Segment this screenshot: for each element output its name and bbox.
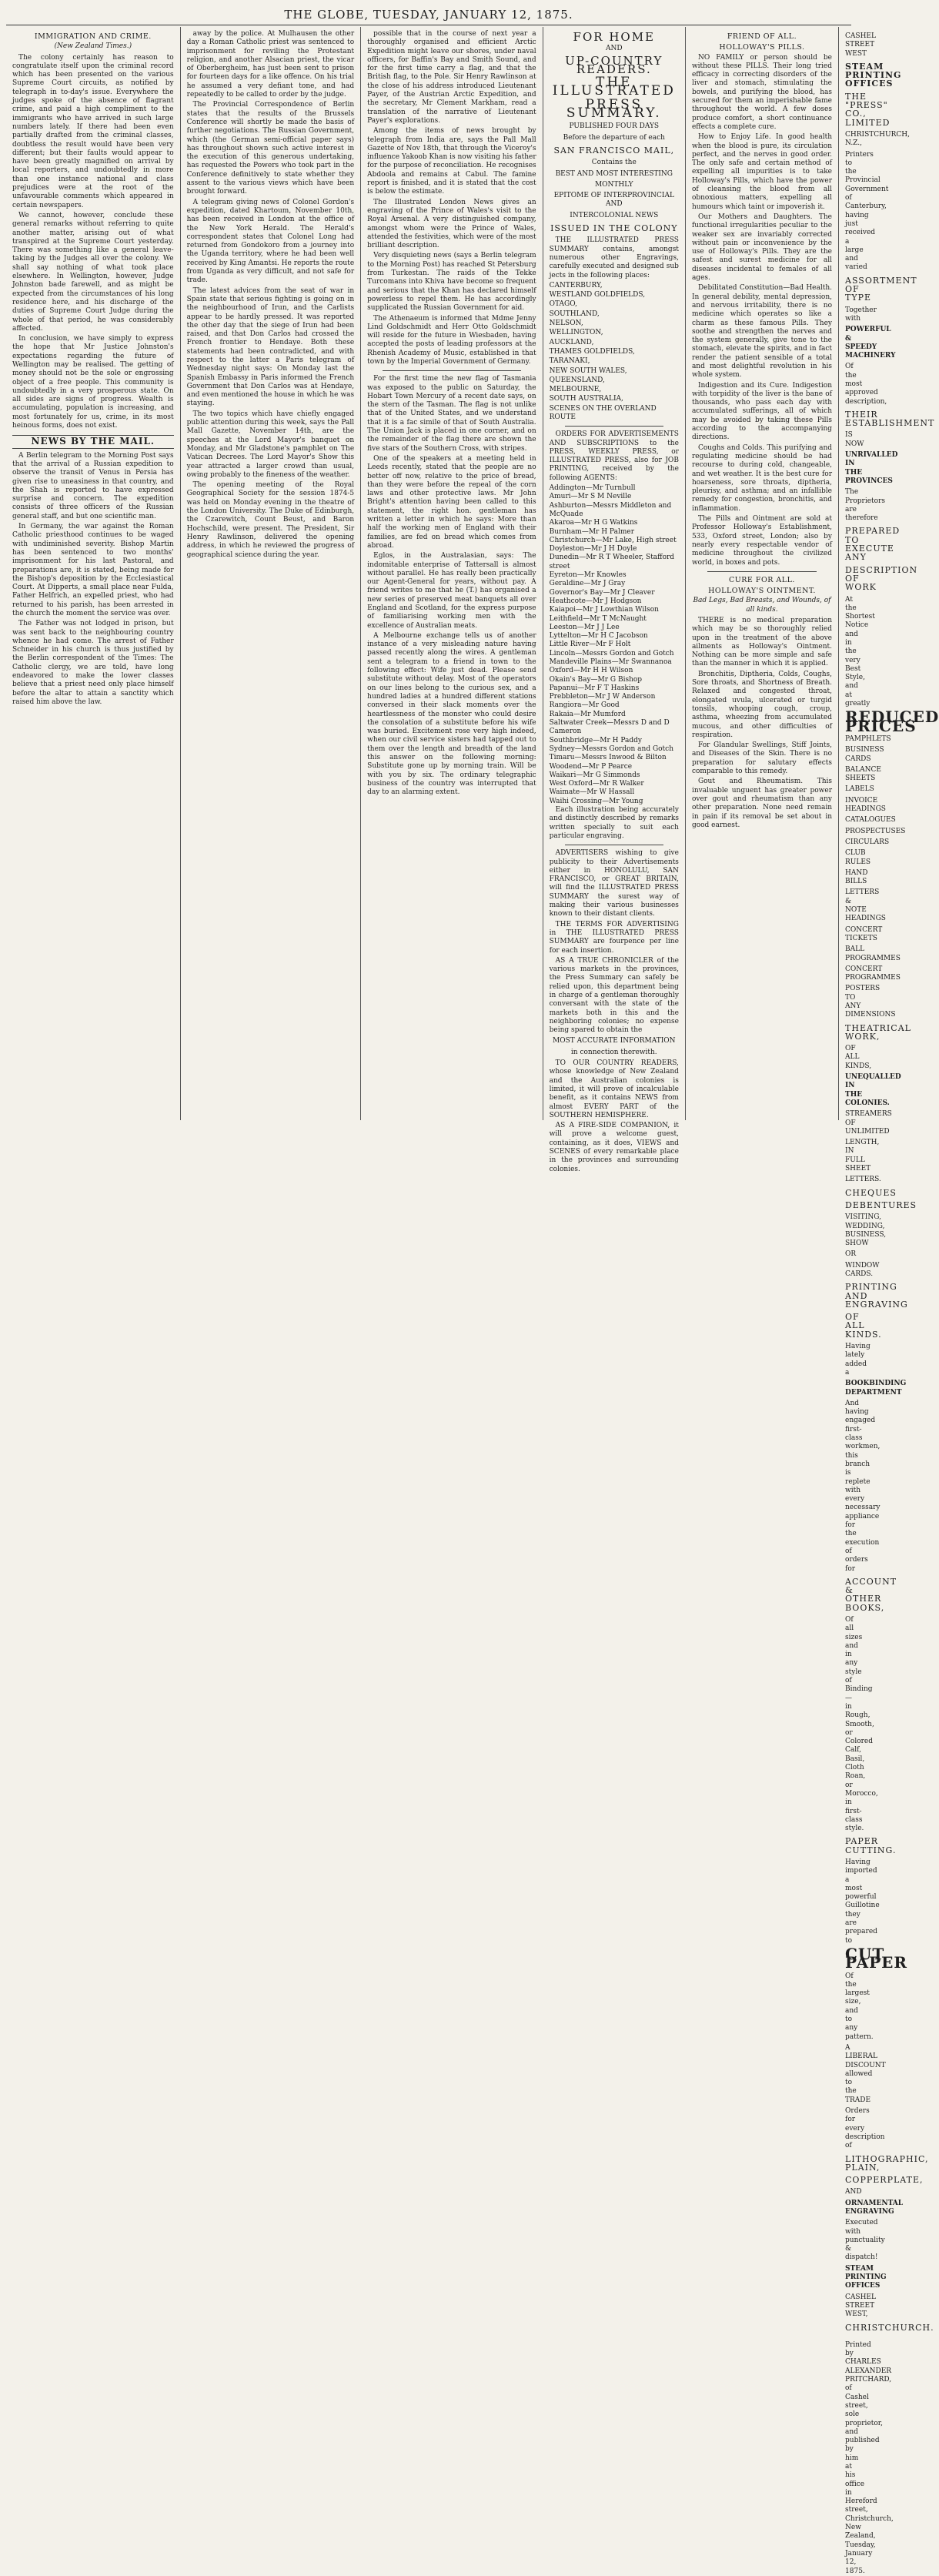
column-2: [181, 27, 362, 1120]
agent-item: Addington—Mr Turnbull: [549, 484, 636, 493]
agent-item: Amuri—Mr S M Neville: [549, 493, 632, 501]
title-illustrated: THE ILLUSTRATED: [552, 75, 676, 99]
column-6: CASHEL STREET WEST STEAM PRINTING OFFICES THE "PRESS" CO., LIMITED CHRISTCHURCH, N.Z., Printers to the Provincial Government of Canterbury, having just received a large and varied ASSORTMENT OF TYPE Together with POWERFUL & SPEEDY MACHINERY Of the most approved description, THEIR ESTABLISHMENT IS NOW UNRIVALLED IN THE PROVINCES The Proprietors are therefore PREPARED TO EXECUTE ANY DESCRIPTION OF WORK At the Shortest Notice and in the very Best Style, and at greatly REDUCED PRICES PAMPHLETS BUSINESS CARDS BALANCE SHEETS LABELS INVOICE HEADINGS CATALOGUES PROSPECTUSES CIRCULARS CLUB RULES HAND BILLS LETTERS & NOTE HEADINGS CONCERT TICKETS BALL PROGRAMMES CONCERT PROGRAMMES POSTERS TO ANY DIMENSIONS THEATRICAL WORK, OF ALL KINDS, UNEQUALLED IN THE COLONIES. STREAMERS OF UNLIMITED LENGTH, IN FULL SHEET LETTERS. CHEQUES DEBENTURES VISITING, WEDDING, BUSINESS, SHOW OR WINDOW CARDS. PRINTING AND ENGRAVING OF ALL KINDS. Having lately added a BOOKBINDING DEPARTMENT And having engaged first-class workmen, this branch is replete with every necessary appliance for the execution of orders for ACCOUNT & OTHER BOOKS, Of all sizes and in any style of Binding—in Rough, Smooth, or Colored Calf, Basil, Cloth Roan, or Morocco, in first-class style. PAPER CUTTING. Having imported a most powerful Guillotine they are prepared to CUT PAPER Of the largest size, and to any pattern. A LIBERAL DISCOUNT allowed to the TRADE Orders for every description of LITHOGRAPHIC, PLAIN, COPPERPLATE, AND ORNAMENTAL ENGRAVING Executed with punctuality & dispatch! STEAM PRINTING OFFICES CASHEL STREET WEST, CHRISTCHURCH. Printed by CHARLES ALEXANDER PRITCHARD, of Cashel street, sole proprietor, and published by him at his office in Hereford street, Christchurch, New Zealand, Tuesday, January 12, 1875.: [845, 32, 939, 2575]
best-line: BEST AND MOST INTERESTING: [555, 169, 673, 178]
place-item: WESTLAND GOLDFIELDS,: [549, 291, 646, 299]
agent-item: Kaiapoi—Mr J Lowthian Wilson: [549, 606, 659, 614]
paragraph: The opening meeting of the Royal Geographical Society for the session 1874-5 was held on Monday evening in the theatre of the London University. The Duke of Edinburgh, the Czarewitch, Count Beust, and Baron Hochschild, were present. The President, Sir Henry Rawlinson, delivered the opening address, in which he reviewed the progress of geographical science during the year.: [186, 481, 355, 559]
agent-item: Heathcote—Mr J Hodgson: [549, 597, 642, 605]
agent-item: Waihi Crossing—Mr Young: [549, 797, 643, 805]
agent-item: Governor's Bay—Mr J Cleaver: [549, 588, 655, 597]
paragraph: For Glandular Swellings, Stiff Joints, and Diseases of the Skin. There is no preparation for salutary effects comparable to this remedy.: [691, 741, 833, 776]
paragraph: away by the police. At Mulhausen the other day a Roman Catholic priest was sentenced to imprisonment for reviling the Protestant religion, and another Alsacian priest, the vicar of Oberbergheim, has just been sent to prison for fourteen days for a like offence. On his trial he assumed a very defiant tone, and had repeatedly to be called to order by the judge.: [186, 30, 355, 99]
accurate-line: MOST ACCURATE INFORMATION: [553, 1037, 676, 1045]
paragraph: AS A FIRE-SIDE COMPANION, it will prove a welcome guest, containing, as it does, VIEWS and SCENES of every remarkable place in the provinces and surrounding colonies.: [549, 1122, 679, 1173]
paragraph: THE TERMS FOR ADVERTISING in THE ILLUSTRATED PRESS SUMMARY are fourpence per line for each insertion.: [549, 920, 679, 955]
masthead: THE GLOBE, TUESDAY, JANUARY 12, 1875.: [6, 0, 851, 25]
agent-item: Okain's Bay—Mr G Bishop: [549, 675, 643, 684]
paragraph: Debilitated Constitution—Bad Health. In general debility, mental depression, and nervous irritability, there is no medicine which operates so like a charm as these famous Pills. They soothe and strengthen the nerves and the system generally, give tone to the stomach, elevate the spirits, and in fact render the patient sensible of a total and most delightful revolution in his whole system.: [691, 284, 833, 380]
agent-item: Ashburton—Messrs Middleton and McQuade: [549, 501, 672, 518]
place-item: THAMES GOLDFIELDS,: [549, 347, 635, 356]
paragraph: How to Enjoy Life. In good health when the blood is pure, its circulation perfect, and the nerves in good order. The only safe and certain method of expelling all impurities is to take Holloway's Pills, which have the power of cleansing the blood from all obnoxious matters, expelling all humours which taint or impoverish it.: [691, 133, 833, 211]
article-source: (New Zealand Times.): [54, 42, 132, 51]
heading-and: AND: [605, 45, 623, 53]
agent-item: Papanui—Mr F T Haskins: [549, 684, 640, 692]
ointment-subheading: Bad Legs, Bad Breasts, and Wounds, of all kinds.: [693, 597, 831, 614]
published-line: PUBLISHED FOUR DAYS: [569, 122, 660, 131]
paragraph: The two topics which have chiefly engaged public attention during this week, says the Pall Mall Gazette, November 14th, are the speeches at the Lord Mayor's banquet on Monday, and Mr Gladstone's pamphlet on The Vatican Decrees. The Lord Mayor's Show this year attracted a larger crowd than usual, owing probably to the fineness of the weather.: [186, 410, 355, 479]
paragraph: The colony certainly has reason to congratulate itself upon the criminal record which has been presented on the various Supreme Court circuits, as notified by telegraph in to-day's issue. Everywhere the judges spoke of the absence of flagrant crime, and paid a high compliment to the immigrants who have arrived in such large numbers lately. If there had been even partially drafted from the criminal classes, doubtless the result would have been very different; but their faults would appear to have been greatly magnified on arrival by local reporters, and undoubtedly in more than one instance national and class prejudices were at the root of the unfavourable comments which appeared in certain newspapers.: [12, 53, 174, 209]
paragraph: Coughs and Colds. This purifying and regulating medicine should be had recourse to during cold, changeable, and wet weather. It is the best cure for hoarseness, sore throats, diptheria, pleurisy, and asthma; and an infallible remedy for congestion, bronchitis, and inflammation.: [691, 443, 833, 513]
paragraph: THE ILLUSTRATED PRESS SUMMARY contains, amongst numerous other Engravings, carefully executed and designed sub jects in the following places:: [549, 236, 679, 279]
paragraph: Each illustration being accurately and distinctly described by remarks written specially to suit each particular engraving.: [549, 806, 679, 840]
paragraph: We cannot, however, conclude these general remarks without referring to quite another matter, arising out of what transpired at the Supreme Court yesterday. There was something like a general leave-taking by the Judges all over the colony. We shall say nothing of what took place elsewhere. In Wellington, however, Judge Johnston bade farewell, and as might be expected from the circumstances of his long residence here, and his discharge of the duties of Supreme Court Judge during the whole of that period, he was considerably affected.: [12, 211, 174, 333]
paragraph: Indigestion and its Cure. Indigestion with torpidity of the liver is the bane of thousands, who pass each day with accumulated sufferings, all of which may be avoided by taking these Pills according to the accompanying directions.: [691, 381, 833, 442]
columns: [6, 27, 939, 2575]
heading-for-home: FOR HOME: [573, 30, 656, 44]
cure-heading: CURE FOR ALL.: [729, 575, 795, 584]
paragraph: For the first time the new flag of Tasmania was exposed to the public on Saturday, the Hobart Town Mercury of a recent date says, on the stern of the Tasman. The flag is not unlike that of the United States, and we understand that it is a fac simile of that of South Australia. The Union Jack is placed in one corner, and on the remainder of the flag there are shown the five stars of the Southern Cross, with stripes.: [367, 375, 536, 453]
agent-item: Lincoln—Messrs Gordon and Gotch: [549, 649, 674, 657]
intercolonial-line: INTERCOLONIAL NEWS: [570, 211, 659, 219]
paragraph: Bronchitis, Diptheria, Colds, Coughs, Sore throats, and Shortness of Breath. Relaxed and congested throat, elongated uvula, ulcerated or turgid tonsils, whooping cough, croup, asthma, wheezing from accumulated mucous, and other difficulties of respiration.: [691, 670, 833, 739]
place-item: OTAGO,: [549, 300, 577, 309]
agent-item: Oxford—Mr H H Wilson: [549, 667, 633, 675]
paragraph: The Father was not lodged in prison, but was sent back to the neighbouring country whence he had come. The arrest of Father Schneider in his church is thus justified by the Berlin correspondent of the Times: The Catholic clergy, we are told, have long endeavored to make the lower classes believe that a priest need only place himself before the altar to attain a sanctity which raised him above the law.: [12, 620, 174, 706]
paragraph: Eglos, in the Australasian, says: The indomitable enterprise of Tattersall is almost without parallel. He has really been practically our Agent-General for years, without pay. A friend writes to me that he (T.) has organised a new series of preserved meat banquets all over England and Scotland, for the express purpose of familiarising working men with the excellence of Australian meats.: [367, 552, 536, 630]
column-1: [6, 27, 181, 1120]
paragraph: possible that in the course of next year a thoroughly organised and efficient Arctic Expedition might leave our shores, under naval officers, for Baffin's Bay and Smith Sound, and for the first time carry a flag, and that the British flag, to the Pole. Sir Henry Rawlinson at the close of his address introduced Lieutenant Payer, of the Austrian Arctic Expedition, and the secretary, Mr Clement Markham, read a translation of the narrative of Lieutenant Payer's explorations.: [367, 30, 536, 125]
paragraph: TO OUR COUNTRY READERS, whose knowledge of New Zealand and the Australian colonies is limited, it will prove of incalculable benefit, as it contains NEWS from almost EVERY PART of the SOUTHERN HEMISPHERE.: [549, 1059, 679, 1119]
paragraph: THERE is no medical preparation which may be so thoroughly relied upon in the treatment of the above ailments as Holloway's Ointment. Nothing can be more simple and safe than the manner in which it is applied.: [691, 617, 833, 668]
heading-up-country: UP-COUNTRY READERS.: [565, 53, 663, 76]
place-item: AUCKLAND,: [549, 338, 594, 346]
paragraph: In conclusion, we have simply to express the hope that Mr Justice Johnston's expectations regarding the future of Wellington may be realised. The getting of money should not be the sole or engrossing object of a free people. This community is undoubtedly in a very prosperous state. On all sides are signs of progress. Wealth is accumulating, population is increasing, and most fortunately for us, crime, in its most heinous forms, does not exist.: [12, 335, 174, 430]
agent-item: Woodend—Mr P Pearce: [549, 762, 633, 771]
agent-item: Little River—Mr F Holt: [549, 641, 631, 649]
place-item: CANTERBURY,: [549, 281, 603, 289]
divider: [707, 571, 817, 572]
contains-line: Contains the: [591, 159, 637, 167]
paragraph: In Germany, the war against the Roman Catholic priesthood continues to be waged with undiminished severity. Bishop Martin has been sentenced to two months' imprisonment for his last Pastoral, and preparations are, it is stated, being made for the Bishop's deposition by the Ecclesiastical Court. At Dipperts, a small place near Fulda, Father Helfrich, an expelled priest, who had returned to his parish, has been arrested in the church the moment the service was over.: [12, 523, 174, 617]
paragraph: NO FAMILY or person should be without these PILLS. Their long tried efficacy in correcting disorders of the liver and stomach, stimulating the bowels, and purifying the blood, has secured for them an imperishable fame throughout the world. A few doses produce comfort, a short continuance effects a complete cure.: [691, 53, 833, 131]
agent-item: Waikari—Mr G Simmonds: [549, 771, 640, 779]
agent-item: Timaru—Messrs Inwood & Bilton: [549, 754, 667, 762]
paragraph: ORDERS FOR ADVERTISEMENTS AND SUBSCRIPTIONS to the PRESS, WEEKLY PRESS, or ILLUSTRATED PRESS, also for JOB PRINTING, received by the following AGENTS:: [549, 430, 679, 482]
paragraph: One of the speakers at a meeting held in Leeds recently, stated that the people are no better off now, relative to the price of bread, than they were before the repeal of the corn laws and other protective laws. Mr John Bright's attention having been called to this statement, the right hon. gentleman has written a letter in which he says: More than half the working men of England with their families, are fed on bread which comes from abroad.: [367, 454, 536, 550]
agent-item: Rakaia—Mr Mumford: [549, 710, 626, 718]
monthly-line: MONTHLY: [594, 180, 633, 189]
agent-item: Dunedin—Mr R T Wheeler, Stafford street: [549, 554, 675, 570]
place-item: QUEENSLAND,: [549, 376, 605, 384]
agent-item: Leithfield—Mr T McNaught: [549, 614, 647, 623]
paragraph: Very disquieting news (says a Berlin telegram to the Morning Post) has reached St Petersburg from Turkestan. The raids of the Tekke Turcomans into Khiva have become so frequent and serious that the Khan has declared himself powerless to repel them. He has accordingly supplicated the Russian Government for aid.: [367, 252, 536, 313]
connection-line: in connection therewith.: [570, 1048, 657, 1056]
column-5: [686, 27, 839, 1120]
paragraph: A Melbourne exchange tells us of another instance of a very misleading nature having passed recently along the wires. A gentleman sent a telegram to a friend in town to the following effect: Wife just dead. Please send substitute without delay. Most of the operators on our lines belong to the curious sex, and a hundred ladies at a hundred different stations conversed in their slack moments over the heartlessness of the monster who could desire the consolation of a substitute before his wife was buried. Excitement rose very high indeed, when our civil service sisters had tapped out to them over the length and breadth of the land this answer on the following morning: Substitute gone up by morning train. Will be with you by six. The ordinary telegraphic business of the country was interrupted that day to an alarming extent.: [367, 631, 536, 797]
agent-item: Sydney—Messrs Gordon and Gotch: [549, 744, 674, 753]
paragraph: The Illustrated London News gives an engraving of the Prince of Wales's visit to the Royal Arsenal. A very distinguished company, amongst whom were the Prince of Wales, attended the festivities, which were of the most brilliant description.: [367, 198, 536, 250]
place-item: MELBOURNE,: [549, 386, 602, 394]
section-heading-mail: NEWS BY THE MAIL.: [12, 435, 174, 448]
agent-item: Leeston—Mr J J Lee: [549, 623, 620, 631]
ointment-heading: HOLLOWAY'S OINTMENT.: [708, 587, 816, 596]
agent-item: Geraldine—Mr J Gray: [549, 580, 626, 588]
place-item: NELSON,: [549, 319, 583, 328]
agents-list: [550, 484, 679, 806]
place-item: SOUTHLAND,: [549, 309, 600, 318]
epitome-line: EPITOME OF INTERPROVINCIAL AND: [553, 192, 674, 209]
title-press-summary: PRESS SUMMARY.: [566, 96, 662, 122]
agent-item: West Oxford—Mr R Walker: [549, 780, 644, 788]
agent-item: Doyleston—Mr J H Doyle: [549, 545, 637, 554]
place-item: SOUTH AUSTRALIA,: [549, 395, 623, 403]
place-item: WELLINGTON,: [549, 329, 603, 337]
place-item: SCENES ON THE OVERLAND ROUTE: [549, 404, 657, 421]
agent-item: Saltwater Creek—Messrs D and D Cameron: [549, 719, 670, 736]
agent-item: Southbridge—Mr H Paddy: [549, 736, 642, 744]
agent-item: Akaroa—Mr H G Watkins: [549, 519, 638, 527]
paragraph: Our Mothers and Daughters. The functional irregularities peculiar to the weaker sex are invariably corrected without pain or inconvenience by the use of Holloway's Pills. They are the safest and surest medicine for all diseases incidental to females of all ages.: [691, 212, 833, 283]
agent-item: Christchurch—Mr Lake, High street: [549, 536, 677, 544]
paragraph: Gout and Rheumatism. This invaluable unguent has greater power over gout and rheumatism than any other preparation. None need remain in pain if its removal be set about in good earnest.: [691, 778, 833, 829]
agent-item: Burnham—Mr H Palmer: [549, 527, 634, 536]
places-list: [550, 282, 679, 422]
paragraph: A telegram giving news of Colonel Gordon's expedition, dated Khartoum, November 10th, has been received in London at the office of the New York Herald. The Herald's correspondent states that Colonel Long had returned from Gondokoro from a journey into the Uganda territory, where he had been well received by King Amantsi. He reports the route from Uganda as very difficult, and not safe for trade.: [186, 198, 355, 285]
paragraph: A Berlin telegram to the Morning Post says that the arrival of a Russian expedition to observe the transit of Venus in Persia has given rise to uneasiness in that country, and the Shah is reported to have expressed surprise and concern. The expedition consists of three officers of the Russian general staff, and but one scientific man.: [12, 451, 174, 520]
paragraph: The latest advices from the seat of war in Spain state that serious fighting is going on in the neighbourhood of Irun, and the Carlists appear to be hardly pressed. It was reported the other day that the siege of Irun had been raised, and that Don Carlos had crossed the French frontier to Hendaye. Both these statements had been contradicted, and with respect to the latter a Paris telegram of Wednesday night says: On Monday last the Spanish Embassy in Paris informed the French Government that Don Carlos was at Hendaye, and even mentioned the house in which he was staying.: [186, 286, 355, 408]
agent-item: Mandeville Plains—Mr Swannanoa: [549, 658, 672, 666]
place-item: NEW SOUTH WALES,: [549, 366, 627, 375]
paragraph: AS A TRUE CHRONICLER of the various markets in the provinces, the Press Summary can safely be relied upon, this department being in charge of a gentleman thoroughly conversant with the state of the markets both in this and the neighboring colonies; no expense being spared to obtain the: [549, 956, 679, 1035]
before-line: Before the departure of each: [563, 133, 665, 142]
agent-item: Prebbleton—Mr J W Anderson: [549, 693, 656, 701]
paragraph: The Pills and Ointment are sold at Professor Holloway's Establishment, 533, Oxford street, London; also by nearly every respectable vendor of medicine throughout the civilized world, in boxes and pots.: [691, 515, 833, 567]
agent-item: Lyttelton—Mr H C Jacobson: [549, 632, 648, 641]
agent-item: Rangiora—Mr Good: [549, 701, 620, 710]
column-4: [543, 27, 686, 1173]
place-item: TARANAKI,: [549, 357, 590, 366]
paragraph: ADVERTISERS wishing to give publicity to their Advertisements either in HONOLULU, SAN FRANCISCO, or GREAT BRITAIN, will find the ILLUSTRATED PRESS SUMMARY the surest way of making their various businesses known to their distant clients.: [549, 849, 679, 918]
agent-item: Waimate—Mr W Hassall: [549, 788, 635, 797]
divider: [565, 426, 663, 427]
paragraph: The Athenaeum is informed that Mdme Jenny Lind Goldschmidt and Herr Otto Goldschmidt will reside for the future in Wiesbaden, having accepted the posts of leading professors at the Rhenish Academy of Music, established in that town by the Imperial Government of Germany.: [367, 314, 536, 366]
column-3: [361, 27, 543, 1120]
agent-item: Eyreton—Mr Knowles: [549, 571, 627, 580]
article-title-immigration: IMMIGRATION AND CRIME.: [34, 32, 152, 41]
paragraph: Among the items of news brought by telegraph from India are, says the Pall Mall Gazette of Nov 18th, that through the Viceroy's influence Yakoob Khan is now visiting his father for the purpose of reconciliation. He recognises Abdoola and remains at Cabul. The famine report is finished, and it is stated that the cost is below the estimate.: [367, 127, 536, 196]
friend-heading: FRIEND OF ALL.: [727, 32, 797, 41]
divider: [383, 370, 520, 371]
pills-heading: HOLLOWAY'S PILLS.: [719, 43, 805, 52]
mail-line: SAN FRANCISCO MAIL,: [553, 145, 675, 156]
issued-line: ISSUED IN THE COLONY: [550, 223, 678, 234]
paragraph: The Provincial Correspondence of Berlin states that the results of the Brussels Conference will shortly be made the basis of further negotiations. The Russian Government, which (the German semi-official paper says) has throughout shown such active interest in the execution of this generous undertaking, has requested the Powers who took part in the Conference definitively to state whether they assent to the various views which have been brought forward.: [186, 101, 355, 196]
